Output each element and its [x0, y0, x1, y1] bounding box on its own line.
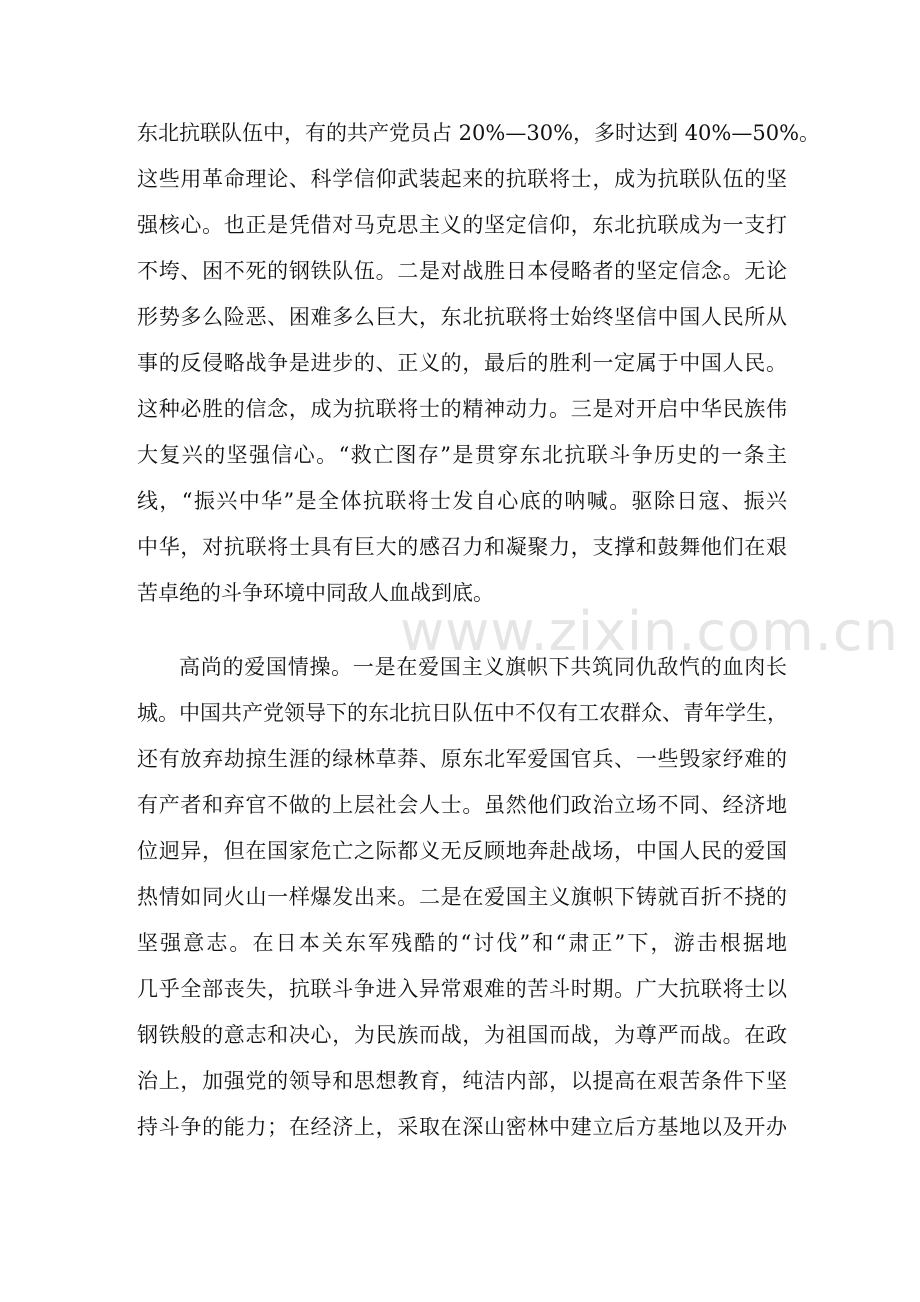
- text-line: 这些用革命理论、科学信仰武装起来的抗联将士，成为抗联队伍的坚: [137, 167, 787, 191]
- text-line: 这种必胜的信念，成为抗联将士的精神动力。三是对开启中华民族伟: [137, 397, 787, 421]
- text-line: 位迥异，但在国家危亡之际都义无反顾地奔赴战场，中国人民的爱国: [137, 839, 787, 863]
- text-line: 中华，对抗联将士具有巨大的感召力和凝聚力，支撑和鼓舞他们在艰: [137, 535, 787, 559]
- watermark: www.zixin.com.cn: [400, 600, 899, 663]
- text-line: 城。中国共产党领导下的东北抗日队伍中不仅有工农群众、青年学生，: [137, 701, 788, 725]
- text-line: 钢铁般的意志和决心，为民族而战，为祖国而战，为尊严而战。在政: [137, 1023, 787, 1047]
- text-line: 热情如同火山一样爆发出来。二是在爱国主义旗帜下铸就百折不挠的: [137, 885, 787, 909]
- text-line: 事的反侵略战争是进步的、正义的，最后的胜利一定属于中国人民。: [137, 351, 787, 375]
- text-line: 持斗争的能力；在经济上，采取在深山密林中建立后方基地以及开办: [137, 1115, 787, 1139]
- text-line: 大复兴的坚强信心。“救亡图存”是贯穿东北抗联斗争历史的一条主: [137, 443, 787, 467]
- text-line: 不垮、困不死的钢铁队伍。二是对战胜日本侵略者的坚定信念。无论: [137, 259, 787, 283]
- text-line: 高尚的爱国情操。一是在爱国主义旗帜下共筑同仇敌忾的血肉长: [179, 655, 787, 679]
- text-line: 几乎全部丧失，抗联斗争进入异常艰难的苦斗时期。广大抗联将士以: [137, 977, 787, 1001]
- text-line: 治上，加强党的领导和思想教育，纯洁内部，以提高在艰苦条件下坚: [137, 1069, 787, 1093]
- text-line: 苦卓绝的斗争环境中同敌人血战到底。: [137, 581, 494, 605]
- text-line: 线，“振兴中华”是全体抗联将士发自心底的呐喊。驱除日寇、振兴: [137, 489, 787, 513]
- text-line: 有产者和弃官不做的上层社会人士。虽然他们政治立场不同、经济地: [137, 793, 787, 817]
- text-line: 还有放弃劫掠生涯的绿林草莽、原东北军爱国官兵、一些毁家纾难的: [137, 747, 787, 771]
- text-line: 强核心。也正是凭借对马克思主义的坚定信仰，东北抗联成为一支打: [137, 213, 787, 237]
- text-line: 形势多么险恶、困难多么巨大，东北抗联将士始终坚信中国人民所从: [137, 305, 787, 329]
- text-line: 坚强意志。在日本关东军残酷的“讨伐”和“肃正”下，游击根据地: [137, 931, 787, 955]
- text-line: 东北抗联队伍中，有的共产党员占 20%—30%，多时达到 40%—50%。: [137, 121, 821, 145]
